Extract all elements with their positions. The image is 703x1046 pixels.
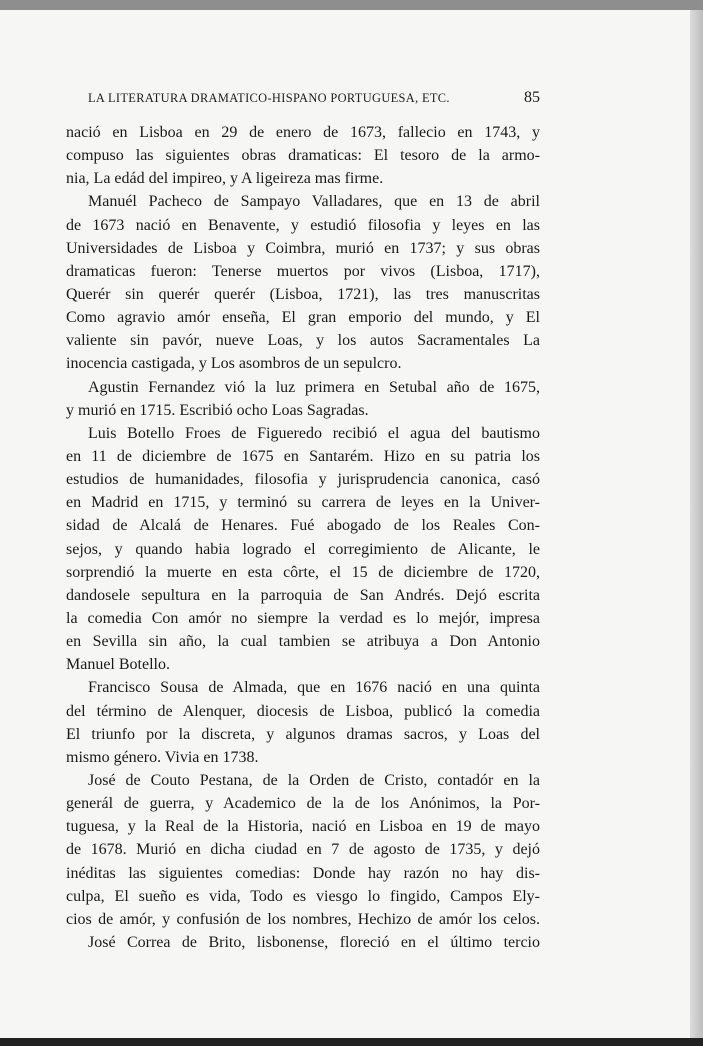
- text-line: en Madrid en 1715, y terminó su carrera de leyes en la Univer-: [66, 494, 540, 512]
- text-line: Agustin Fernandez vió la luz primera en Setubal año de 1675,: [88, 378, 540, 396]
- text-line: Universidades de Lisboa y Coimbra, murió en 1737; y sus obras: [66, 239, 540, 257]
- text-line: en 11 de diciembre de 1675 en Santarém. Hizo en su patria los: [66, 447, 540, 465]
- text-line: valiente sin pavór, nueve Loas, y los autos Sacramentales La: [66, 332, 540, 350]
- running-header: [88, 89, 540, 107]
- text-line: sorprendió la muerte en esta côrte, el 15 de diciembre de 1720,: [66, 563, 540, 581]
- running-title: LA LITERATURA DRAMATICO-HISPANO PORTUGUESA, ETC.: [88, 91, 450, 105]
- text-line: José Correa de Brito, lisbonense, floreció en el último tercio: [88, 933, 540, 951]
- page-right-edge: [690, 10, 703, 1046]
- text-line: inéditas las siguientes comedias: Donde hay razón no hay dis-: [66, 864, 540, 882]
- text-line: dandosele sepultura en la parroquia de San Andrés. Dejó escrita: [66, 586, 540, 604]
- text-line: Luis Botello Froes de Figueredo recibió el agua del bautismo: [88, 424, 540, 442]
- scan-bottom-edge: [0, 1038, 703, 1046]
- text-line: de 1678. Murió en dicha ciudad en 7 de agosto de 1735, y dejó: [66, 841, 540, 859]
- text-line: Manuel Botello.: [66, 656, 170, 674]
- text-line: la comedia Con amór no siempre la verdad es lo mejór, impresa: [66, 609, 540, 627]
- text-line: nació en Lisboa en 29 de enero de 1673, fallecio en 1743, y: [66, 124, 540, 141]
- text-line: culpa, El sueño es vida, Todo es viesgo lo fingido, Campos Ely-: [66, 887, 540, 905]
- text-line: inocencia castigada, y Los asombros de un sepulcro.: [66, 355, 402, 373]
- text-line: Como agravio amór enseña, El gran emporio del mundo, y El: [66, 309, 540, 327]
- text-line: compuso las siguientes obras dramaticas: El tesoro de la armo-: [66, 147, 540, 165]
- text-line: en Sevilla sin año, la cual tambien se atribuya a Don Antonio: [66, 633, 540, 651]
- text-line: Manuél Pacheco de Sampayo Valladares, que en 13 de abril: [88, 193, 540, 211]
- text-line: de 1673 nació en Benavente, y estudió filosofia y leyes en las: [66, 216, 540, 234]
- text-line: sejos, y quando habia logrado el corregimiento de Alicante, le: [66, 540, 540, 558]
- text-line: estudios de humanidades, filosofia y jurisprudencia canonica, casó: [66, 471, 540, 489]
- text-line: Francisco Sousa de Almada, que en 1676 nació en una quinta: [88, 679, 540, 697]
- scan-top-edge: [0, 0, 703, 10]
- body-text: [66, 121, 540, 954]
- text-line: del término de Alenquer, diocesis de Lisboa, publicó la comedia: [66, 702, 540, 720]
- page-number: 85: [524, 89, 540, 106]
- text-line: dramaticas fueron: Tenerse muertos por vivos (Lisboa, 1717),: [66, 262, 540, 280]
- text-line: Querér sin querér querér (Lisboa, 1721), las tres manuscritas: [66, 285, 540, 303]
- text-line: tuguesa, y la Real de la Historia, nació en Lisboa en 19 de mayo: [66, 818, 540, 836]
- text-line: El triunfo por la discreta, y algunos dramas sacros, y Loas del: [66, 725, 540, 743]
- text-line: sidad de Alcalá de Henares. Fué abogado de los Reales Con-: [66, 517, 540, 535]
- text-line: y murió en 1715. Escribió ocho Loas Sagradas.: [66, 401, 369, 419]
- text-line: generál de guerra, y Academico de la de los Anónimos, la Por-: [66, 795, 540, 813]
- text-line: mismo género. Vivia en 1738.: [66, 748, 259, 766]
- text-line: nia, La edád del impireo, y A ligeireza mas firme.: [66, 170, 384, 188]
- text-line: José de Couto Pestana, de la Orden de Cristo, contadór en la: [88, 771, 540, 789]
- text-line: cios de amór, y confusión de los nombres, Hechizo de amór los celos.: [66, 910, 540, 928]
